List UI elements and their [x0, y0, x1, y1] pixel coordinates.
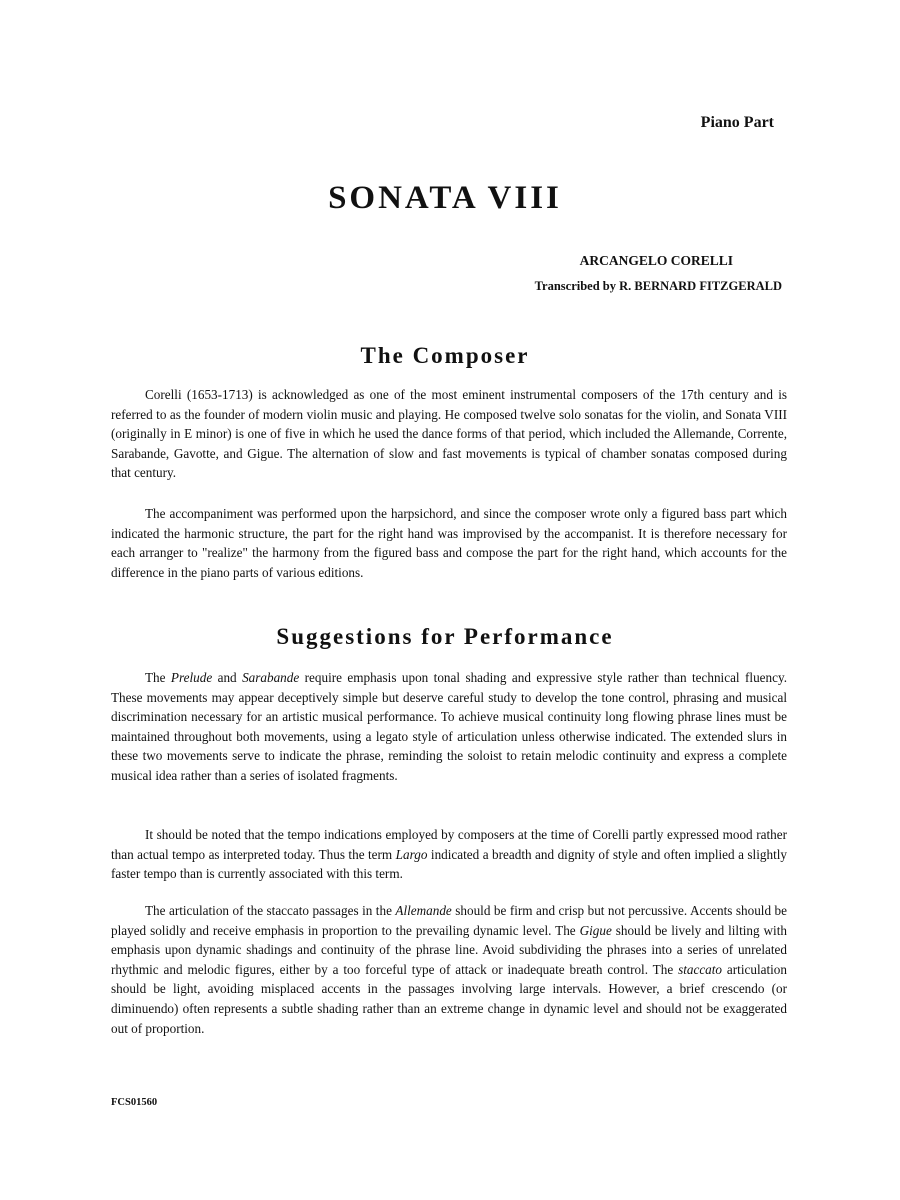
part-label: Piano Part — [700, 114, 774, 131]
movement-name-allemande: Allemande — [395, 903, 452, 918]
movement-name-prelude: Prelude — [170, 670, 213, 685]
text-run: should be firm and crisp but not percussive. Accents should be played solidly and receive emphasis in proportion to the prevailing dynamic level. The — [111, 903, 787, 938]
composer-paragraph-2: The accompaniment was performed upon the harpsichord, and since the composer wrote only a figured bass part which indicated the harmonic structure, the part for the right hand was improvised by the accompanist. It is therefore necessary for each arranger to "realize" the harmony from the figured bass and compose the part for the right hand, which accounts for the difference in the piano parts of various editions. — [111, 506, 787, 580]
movement-name-gigue: Gigue — [579, 922, 612, 938]
text-run: indicated a breadth and dignity of style and often implied a slightly faster tempo than is currently associated with this term. — [111, 846, 787, 882]
text-run: articulation should be light, avoiding misplaced accents in the passages involving large intervals. However, a brief crescendo (or diminuendo) often represents a subtle shading rather than an extreme change in dynamic level and should not be exaggerated out of proportion. — [111, 961, 787, 1036]
movement-name-sarabande: Sarabande — [242, 670, 300, 685]
text-run: should be lively and lilting with emphasis upon dynamic shadings and continuity of the phrase line. Avoid subdividing the phrases into a series of unrelated rhythmic and melodic figures, either by a too forceful type of attack or inadequate breath control. The — [111, 922, 787, 977]
composer-name: ARCANGELO CORELLI — [579, 253, 733, 268]
text-run: The articulation of the staccato passages in the — [145, 903, 396, 918]
tempo-term-largo: Largo — [395, 846, 428, 862]
section-heading-composer: The Composer — [360, 343, 530, 368]
performance-paragraph-3 — [111, 901, 787, 1038]
text-run: require emphasis upon tonal shading and expressive style rather than technical fluency. These movements may appear deceptively simple but deserve careful study to develop the tone control, phrasing and musical discrimination necessary for an artistic musical performance. To achieve musical continuity long flowing phrase lines must be maintained throughout both movements, using a legato style of articulation unless otherwise indicated. The extended slurs in these two movements serve to indicate the phrase, reminding the soloist to retain melodic continuity and express a complete musical idea rather than a series of isolated fragments. — [111, 670, 787, 783]
performance-paragraph-2 — [111, 825, 787, 884]
text-run: and — [212, 670, 243, 685]
performance-paragraph-1 — [111, 668, 787, 786]
catalog-code: FCS01560 — [111, 1097, 158, 1108]
articulation-term-staccato: staccato — [678, 961, 723, 977]
transcriber-credit: Transcribed by R. BERNARD FITZGERALD — [534, 279, 782, 293]
page-title: SONATA VIII — [328, 180, 562, 216]
text-run: It should be noted that the tempo indications employed by composers at the time of Corelli partly expressed mood rather than actual tempo as interpreted today. Thus the term — [111, 827, 787, 862]
section-heading-performance: Suggestions for Performance — [276, 624, 614, 649]
text-run: The — [145, 670, 171, 685]
composer-paragraph-1: Corelli (1653-1713) is acknowledged as one of the most eminent instrumental composers of the 17th century and is referred to as the founder of modern violin music and playing. He composed twelve solo sonatas for the violin, and Sonata VIII (originally in E minor) is one of five in which he used the dance forms of that period, which included the Allemande, Corrente, Sarabande, Gavotte, and Gigue. The alternation of slow and fast movements is typical of chamber sonatas composed during that century. — [111, 387, 787, 481]
